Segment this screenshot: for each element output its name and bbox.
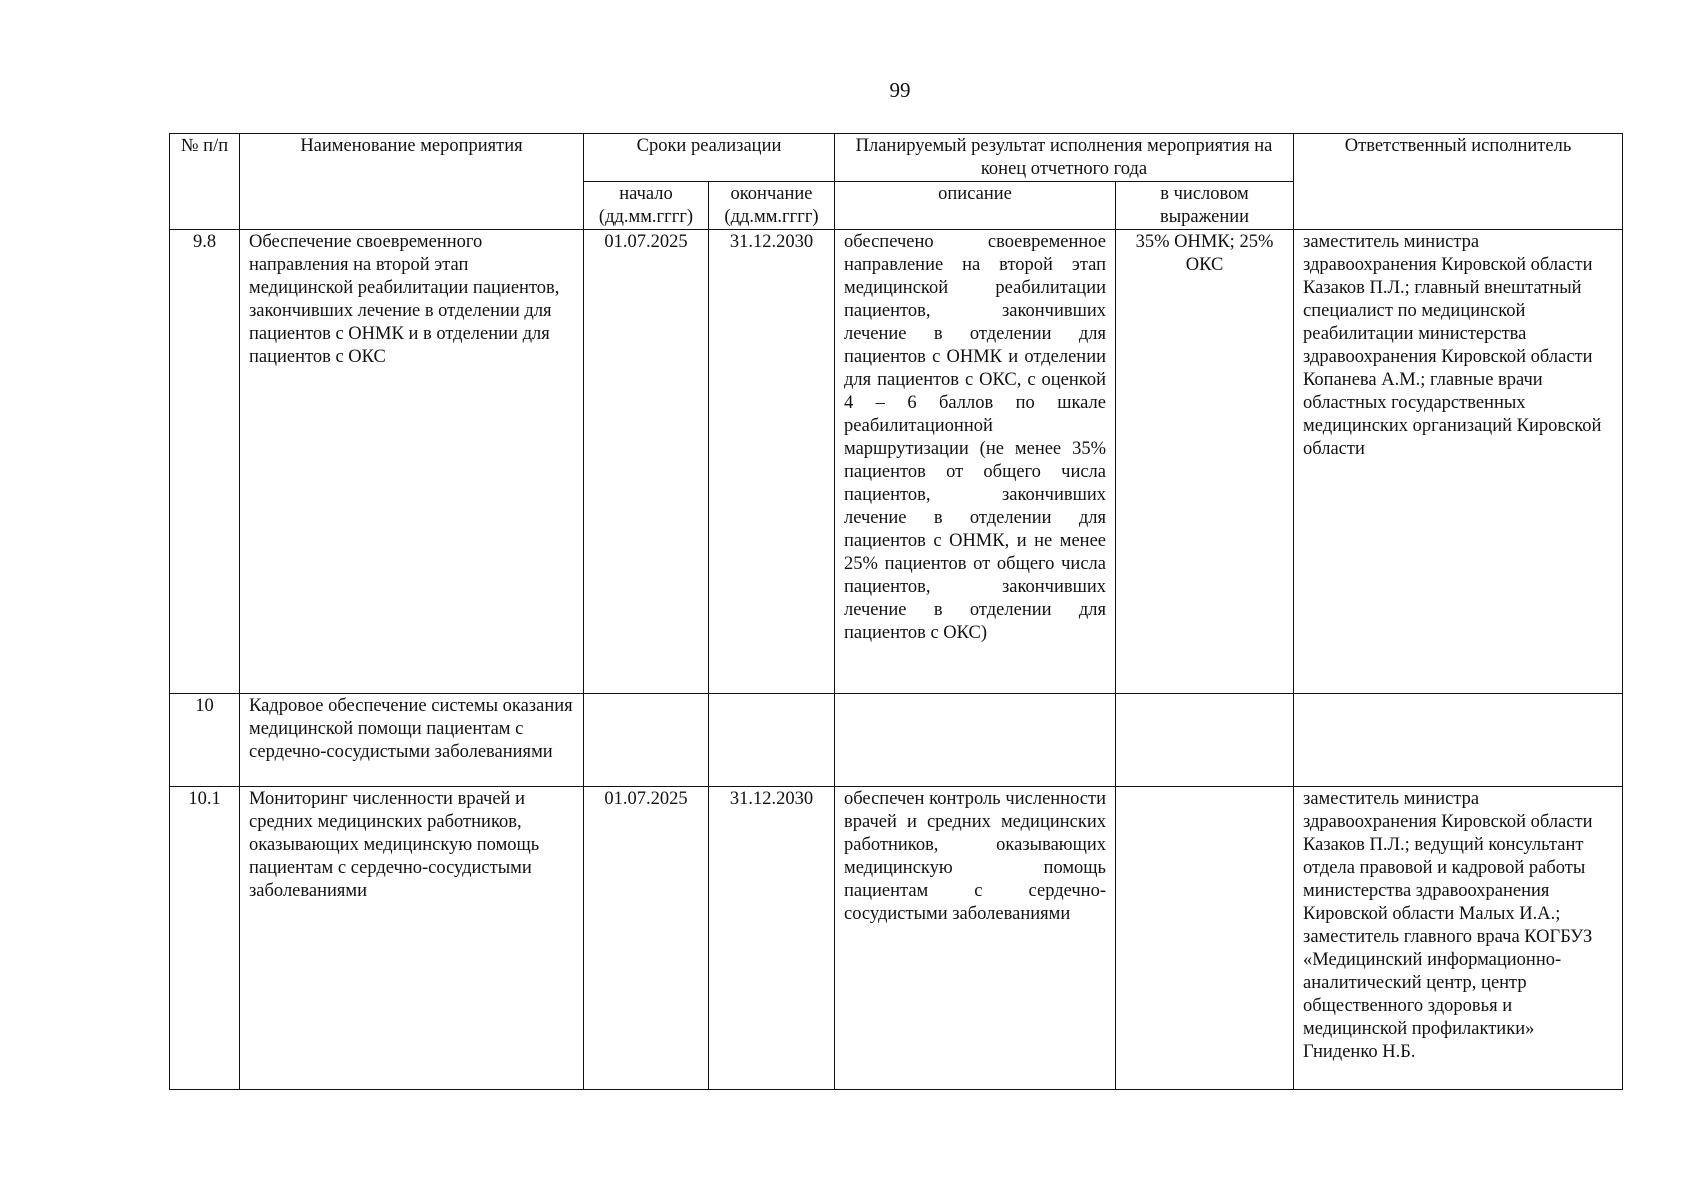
header-numeric: в числовом выражении: [1116, 182, 1294, 230]
row-numeric: [1116, 694, 1294, 787]
row-end: 31.12.2030: [709, 230, 835, 694]
row-description: обеспечен контроль численности врачей и средних медицинских работников, оказывающих медицинскую помощь пациентам с сердечно-сосудистыми заболеваниями: [835, 787, 1116, 1090]
row-numeric: 35% ОНМК; 25% ОКС: [1116, 230, 1294, 694]
row-numeric: [1116, 787, 1294, 1090]
page-number: 99: [889, 78, 911, 102]
row-description: [835, 694, 1116, 787]
header-terms: Сроки реализации: [584, 134, 835, 182]
header-start: начало (дд.мм.гггг): [584, 182, 709, 230]
row-num: 10.1: [170, 787, 240, 1090]
header-num: № п/п: [170, 134, 240, 230]
table-row: [170, 694, 1623, 787]
row-end: 31.12.2030: [709, 787, 835, 1090]
row-description: обеспечено своевременное направление на второй этап медицинской реабилитации пациентов, закончивших лечение в отделении для пациентов с ОНМК и отделении для пациентов с ОКС, с оценкой 4 – 6 баллов по шкале реабилитационной маршрутизации (не менее 35% пациентов от общего числа пациентов, закончивших лечение в отделении для пациентов с ОНМК, и не менее 25% пациентов от общего числа пациентов, закончивших лечение в отделении для пациентов с ОКС): [835, 230, 1116, 694]
row-start: 01.07.2025: [584, 787, 709, 1090]
table-header: [170, 134, 1623, 230]
row-name: Кадровое обеспечение системы оказания медицинской помощи пациентам с сердечно-сосудистыми заболеваниями: [240, 694, 584, 787]
row-name: Обеспечение своевременного направления на второй этап медицинской реабилитации пациентов, закончивших лечение в отделении для пациентов с ОНМК и в отделении для пациентов с ОКС: [240, 230, 584, 694]
header-description: описание: [835, 182, 1116, 230]
table-row: [170, 230, 1623, 694]
row-start: 01.07.2025: [584, 230, 709, 694]
header-name: Наименование мероприятия: [240, 134, 584, 230]
row-num: 9.8: [170, 230, 240, 694]
row-responsible: [1294, 694, 1623, 787]
header-responsible: Ответственный исполнитель: [1294, 134, 1623, 230]
row-num: 10: [170, 694, 240, 787]
measures-table: [169, 133, 1623, 1090]
table-row: [170, 787, 1623, 1090]
header-result: Планируемый результат исполнения мероприятия на конец отчетного года: [835, 134, 1294, 182]
table-body: [170, 230, 1623, 1090]
row-responsible: заместитель министра здравоохранения Кировской области Казаков П.Л.; ведущий консультант отдела правовой и кадровой работы министерства здравоохранения Кировской области Малых И.А.; заместитель главного врача КОГБУЗ «Медицинский информационно-аналитический центр, центр общественного здоровья и медицинской профилактики» Гниденко Н.Б.: [1294, 787, 1623, 1090]
row-start: [584, 694, 709, 787]
header-end: окончание (дд.мм.гггг): [709, 182, 835, 230]
row-end: [709, 694, 835, 787]
row-name: Мониторинг численности врачей и средних медицинских работников, оказывающих медицинскую помощь пациентам с сердечно-сосудистыми заболеваниями: [240, 787, 584, 1090]
row-responsible: заместитель министра здравоохранения Кировской области Казаков П.Л.; главный внештатный специалист по медицинской реабилитации министерства здравоохранения Кировской области Копанева А.М.; главные врачи областных государственных медицинских организаций Кировской области: [1294, 230, 1623, 694]
